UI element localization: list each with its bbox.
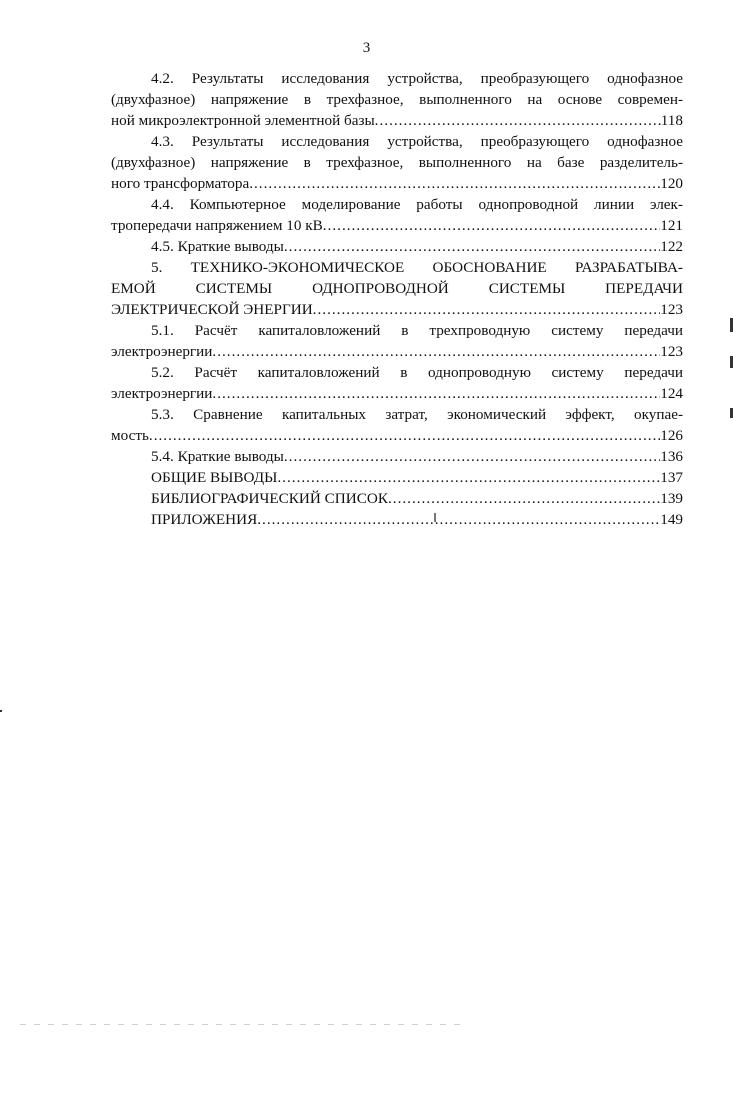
toc-entry-4-4-page: 121 — [660, 217, 683, 234]
toc-entry-5-line-3: ЭЛЕКТРИЧЕСКОЙ ЭНЕРГИИ — [111, 301, 313, 318]
toc-entry-4-2-line-2: (двухфазное) напряжение в трехфазное, выполненного на основе современ- — [111, 91, 683, 108]
toc-entry-5-3 — [111, 404, 683, 446]
toc-entry-4-2-line-1: 4.2. Результаты исследования устройства, преобразующего однофазное — [151, 70, 683, 87]
dot-leader — [277, 467, 660, 488]
toc-entry-5-3-page: 126 — [660, 427, 683, 444]
toc-entry-5-leader — [111, 299, 683, 320]
dot-leader — [249, 173, 660, 194]
toc-entry-bibliography-leader — [111, 488, 683, 509]
toc-entry-5-1-page: 123 — [660, 343, 683, 360]
scan-artifact-mark — [434, 513, 436, 522]
toc-entry-4-4-leader — [111, 215, 683, 236]
toc-entry-4-5-title: 4.5. Краткие выводы — [151, 238, 284, 255]
toc-entry-4-5-page: 122 — [660, 238, 683, 255]
toc-entry-5-4 — [111, 446, 683, 467]
table-of-contents — [111, 68, 683, 530]
toc-entry-appendices-page: 149 — [660, 511, 683, 528]
dot-leader — [388, 488, 660, 509]
toc-entry-4-4-line-2: тропередачи напряжением 10 кВ — [111, 217, 323, 234]
toc-entry-4-3-page: 120 — [660, 175, 683, 192]
toc-entry-conclusions-page: 137 — [660, 469, 683, 486]
dot-leader — [313, 299, 661, 320]
dot-leader — [284, 446, 660, 467]
toc-entry-4-3-line-3: ного трансформатора — [111, 175, 250, 192]
dot-leader — [257, 509, 660, 530]
toc-entry-5-4-leader — [111, 446, 683, 467]
toc-entry-4-3-leader — [111, 173, 683, 194]
toc-entry-4-3 — [111, 131, 683, 194]
toc-entry-bibliography-page: 139 — [660, 490, 683, 507]
toc-entry-5-1-leader — [111, 341, 683, 362]
toc-entry-conclusions — [111, 467, 683, 488]
toc-entry-appendices — [111, 509, 683, 530]
toc-entry-4-2-line-3: ной микроэлектронной элементной базы — [111, 112, 375, 129]
toc-entry-5-1 — [111, 320, 683, 362]
dot-leader — [149, 425, 660, 446]
dot-leader — [323, 215, 660, 236]
toc-entry-5-1-line-1: 5.1. Расчёт капиталовложений в трехпроводную систему передачи — [151, 322, 683, 339]
toc-entry-5-line-1: 5. ТЕХНИКО-ЭКОНОМИЧЕСКОЕ ОБОСНОВАНИЕ РАЗРАБАТЫВА- — [151, 259, 683, 276]
toc-entry-5-2-line-2: электроэнергии — [111, 385, 213, 402]
toc-entry-5-3-leader — [111, 425, 683, 446]
scan-artifact-left-mark — [0, 710, 2, 712]
toc-entry-4-4-line-1: 4.4. Компьютерное моделирование работы однопроводной линии элек- — [151, 196, 683, 213]
toc-entry-4-2-leader — [111, 110, 683, 131]
dot-leader — [375, 110, 661, 131]
dot-leader — [212, 383, 660, 404]
toc-entry-5-3-line-2: мость — [111, 427, 149, 444]
toc-entry-4-3-line-1: 4.3. Результаты исследования устройства, преобразующего однофазное — [151, 133, 683, 150]
toc-entry-5-2-leader — [111, 383, 683, 404]
toc-entry-5-page: 123 — [660, 301, 683, 318]
toc-entry-4-5-leader — [111, 236, 683, 257]
toc-entry-conclusions-title: ОБЩИЕ ВЫВОДЫ — [151, 469, 278, 486]
toc-entry-5-1-line-2: электроэнергии — [111, 343, 213, 360]
toc-entry-4-3-line-2: (двухфазное) напряжение в трехфазное, выполненного на базе разделитель- — [111, 154, 683, 171]
toc-entry-5-2-page: 124 — [660, 385, 683, 402]
toc-entry-4-2-page: 118 — [660, 112, 683, 129]
toc-entry-5-4-page: 136 — [660, 448, 683, 465]
toc-entry-appendices-title: ПРИЛОЖЕНИЯ — [151, 511, 258, 528]
toc-entry-5-line-2: ЕМОЙ СИСТЕМЫ ОДНОПРОВОДНОЙ СИСТЕМЫ ПЕРЕДАЧИ — [111, 280, 683, 297]
toc-entry-5 — [111, 257, 683, 320]
toc-entry-4-5 — [111, 236, 683, 257]
toc-entry-5-2-line-1: 5.2. Расчёт капиталовложений в однопроводную систему передачи — [151, 364, 683, 381]
page-number: 3 — [362, 40, 371, 56]
dot-leader — [284, 236, 660, 257]
scan-artifact-footer-line — [20, 1024, 460, 1025]
toc-entry-5-4-title: 5.4. Краткие выводы — [151, 448, 284, 465]
toc-entry-bibliography — [111, 488, 683, 509]
toc-entry-bibliography-title: БИБЛИОГРАФИЧЕСКИЙ СПИСОК — [151, 490, 388, 507]
toc-entry-5-3-line-1: 5.3. Сравнение капитальных затрат, экономический эффект, окупае- — [151, 406, 683, 423]
toc-entry-4-4 — [111, 194, 683, 236]
toc-entry-5-2 — [111, 362, 683, 404]
dot-leader — [212, 341, 660, 362]
toc-entry-appendices-leader — [111, 509, 683, 530]
toc-entry-conclusions-leader — [111, 467, 683, 488]
toc-entry-4-2 — [111, 68, 683, 131]
